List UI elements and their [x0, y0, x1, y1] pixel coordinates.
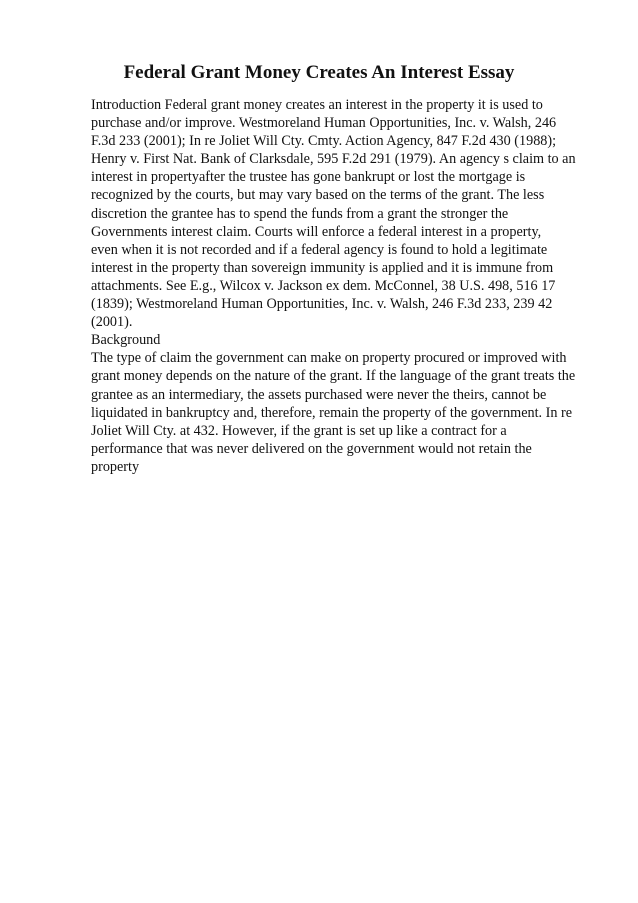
body-line: grantee as an intermediary, the assets purchased were never the theirs, cannot be [91, 386, 547, 403]
section-heading-background: Background [91, 332, 161, 349]
body-line: Joliet Will Cty. at 432. However, if the grant is set up like a contract for a [91, 422, 507, 439]
body-line: Governments interest claim. Courts will enforce a federal interest in a property, [91, 223, 542, 240]
body-line: Henry v. First Nat. Bank of Clarksdale, 595 F.2d 291 (1979). An agency s claim to an [91, 151, 576, 168]
essay-title: Federal Grant Money Creates An Interest Essay [123, 62, 515, 83]
body-line: liquidated in bankruptcy and, therefore, remain the property of the government. In re [91, 404, 573, 421]
body-line: (2001). [91, 314, 133, 331]
body-line: recognized by the courts, but may vary based on the terms of the grant. The less [91, 187, 545, 204]
body-line: (1839); Westmoreland Human Opportunities, Inc. v. Walsh, 246 F.3d 233, 239 42 [91, 296, 553, 313]
body-line: attachments. See E.g., Wilcox v. Jackson ex dem. McConnel, 38 U.S. 498, 516 17 [91, 277, 556, 294]
body-line: F.3d 233 (2001); In re Joliet Will Cty. Cmty. Action Agency, 847 F.2d 430 (1988); [91, 133, 557, 150]
body-line: purchase and/or improve. Westmoreland Human Opportunities, Inc. v. Walsh, 246 [91, 115, 557, 132]
body-line: property [91, 458, 140, 475]
body-line: even when it is not recorded and if a federal agency is found to hold a legitimate [91, 241, 548, 258]
body-line: discretion the grantee has to spend the funds from a grant the stronger the [91, 205, 509, 222]
body-line: grant money depends on the nature of the grant. If the language of the grant treats the [91, 368, 576, 385]
body-line: performance that was never delivered on the government would not retain the [91, 440, 532, 457]
body-line: The type of claim the government can make on property procured or improved with [91, 350, 567, 367]
body-line: Introduction Federal grant money creates an interest in the property it is used to [91, 97, 543, 113]
essay-body [91, 96, 611, 476]
body-line: interest in the property than sovereign immunity is applied and it is immune from [91, 259, 554, 276]
body-line: interest in propertyafter the trustee has gone bankrupt or lost the mortgage is [91, 169, 526, 186]
